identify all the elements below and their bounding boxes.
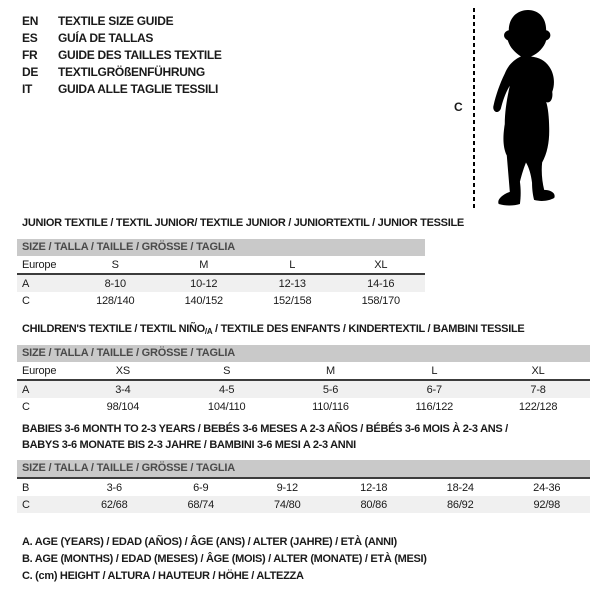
table-cell: 122/128 bbox=[518, 400, 558, 413]
section-title-children bbox=[22, 321, 524, 340]
table-cell: 10-12 bbox=[190, 277, 218, 290]
section-title-text: CHILDREN'S TEXTILE / TEXTIL NIÑO bbox=[22, 323, 205, 335]
language-code: FR bbox=[22, 47, 38, 62]
baby-figure bbox=[440, 0, 600, 215]
table-cell: 158/170 bbox=[361, 294, 400, 307]
language-label: GUÍA DE TALLAS bbox=[58, 30, 154, 45]
table-cell: 5-6 bbox=[322, 383, 339, 396]
language-row bbox=[22, 29, 222, 46]
table-row bbox=[17, 275, 425, 292]
section-title-subscript: /A bbox=[204, 327, 213, 336]
table-cell: 4-5 bbox=[219, 383, 235, 396]
language-label: GUIDE DES TAILLES TEXTILE bbox=[58, 47, 222, 62]
table-cell: 9-12 bbox=[276, 481, 298, 494]
table-cell: M bbox=[199, 258, 209, 271]
height-measure-dashed-line bbox=[473, 8, 475, 208]
section-title-line1: BABIES 3-6 MONTH TO 2-3 YEARS / BEBÉS 3-6 MESES A 2-3 AÑOS / BÉBÉS 3-6 MOIS À 2-3 ANS / bbox=[22, 423, 508, 435]
row-label: B bbox=[22, 481, 30, 494]
table-cell: 18-24 bbox=[446, 481, 474, 494]
footnote-legend bbox=[22, 536, 427, 587]
babies-size-table bbox=[17, 460, 590, 513]
language-label: TEXTILGRÖßENFÜHRUNG bbox=[58, 64, 205, 79]
section-title-line2: BABYS 3-6 MONATE BIS 2-3 JAHRE / BAMBINI 3-6 MESI A 2-3 ANNI bbox=[22, 439, 356, 451]
language-label: GUIDA ALLE TAGLIE TESSILI bbox=[58, 81, 219, 96]
section-title-junior: JUNIOR TEXTILE / TEXTIL JUNIOR/ TEXTILE JUNIOR / JUNIORTEXTIL / JUNIOR TESSILE bbox=[22, 217, 464, 229]
table-row bbox=[17, 292, 425, 309]
language-row bbox=[22, 46, 222, 63]
table-cell: 92/98 bbox=[533, 498, 561, 511]
row-label: A bbox=[22, 277, 30, 290]
language-code: IT bbox=[22, 81, 33, 96]
table-cell: 116/122 bbox=[415, 400, 454, 413]
table-cell: L bbox=[431, 364, 438, 377]
table-cell: 86/92 bbox=[446, 498, 474, 511]
row-label: C bbox=[22, 294, 30, 307]
table-row bbox=[17, 398, 590, 415]
table-cell: 8-10 bbox=[104, 277, 126, 290]
table-cell: 68/74 bbox=[187, 498, 215, 511]
table-cell: 104/110 bbox=[207, 400, 246, 413]
footnote-a: A. AGE (YEARS) / EDAD (AÑOS) / ÂGE (ANS) / ALTER (JAHRE) / ETÀ (ANNI) bbox=[22, 536, 397, 548]
table-row bbox=[17, 256, 425, 275]
language-code: EN bbox=[22, 13, 39, 28]
height-measure-label: C bbox=[454, 100, 463, 114]
row-label: C bbox=[22, 498, 30, 511]
table-cell: S bbox=[111, 258, 119, 271]
table-cell: 140/152 bbox=[184, 294, 223, 307]
size-header-bar: SIZE / TALLA / TAILLE / GRÖSSE / TAGLIA bbox=[17, 345, 590, 362]
table-cell: 62/68 bbox=[100, 498, 128, 511]
table-cell: XL bbox=[374, 258, 388, 271]
row-label: C bbox=[22, 400, 30, 413]
size-header-bar: SIZE / TALLA / TAILLE / GRÖSSE / TAGLIA bbox=[17, 460, 590, 479]
table-cell: 12-18 bbox=[360, 481, 388, 494]
footnote-c: C. (cm) HEIGHT / ALTURA / HAUTEUR / HÖHE / ALTEZZA bbox=[22, 570, 304, 582]
table-cell: 7-8 bbox=[530, 383, 546, 396]
language-row bbox=[22, 80, 222, 97]
table-cell: 98/104 bbox=[106, 400, 140, 413]
table-cell: 24-36 bbox=[533, 481, 561, 494]
language-code: ES bbox=[22, 30, 38, 45]
table-cell: S bbox=[223, 364, 231, 377]
row-label: Europe bbox=[22, 364, 57, 377]
row-label: Europe bbox=[22, 258, 57, 271]
table-cell: 12-13 bbox=[278, 277, 306, 290]
language-label: TEXTILE SIZE GUIDE bbox=[58, 13, 174, 28]
row-label: A bbox=[22, 383, 30, 396]
table-cell: 14-16 bbox=[367, 277, 395, 290]
language-list bbox=[22, 12, 222, 97]
language-row bbox=[22, 12, 222, 29]
table-cell: 128/140 bbox=[96, 294, 135, 307]
table-cell: L bbox=[289, 258, 296, 271]
section-title-babies bbox=[22, 421, 508, 453]
table-cell: 6-9 bbox=[193, 481, 209, 494]
table-row bbox=[17, 496, 590, 513]
size-header-bar: SIZE / TALLA / TAILLE / GRÖSSE / TAGLIA bbox=[17, 239, 425, 256]
table-cell: M bbox=[326, 364, 335, 377]
table-cell: 3-4 bbox=[115, 383, 131, 396]
table-cell: XS bbox=[115, 364, 131, 377]
table-cell: 3-6 bbox=[106, 481, 122, 494]
table-cell: XL bbox=[531, 364, 545, 377]
table-cell: 152/158 bbox=[273, 294, 312, 307]
junior-size-table bbox=[17, 239, 425, 309]
language-code: DE bbox=[22, 64, 39, 79]
language-row bbox=[22, 63, 222, 80]
table-cell: 110/116 bbox=[312, 400, 349, 413]
table-row bbox=[17, 381, 590, 398]
table-cell: 74/80 bbox=[273, 498, 301, 511]
table-cell: 80/86 bbox=[360, 498, 388, 511]
section-title-text: / TEXTILE DES ENFANTS / KINDERTEXTIL / BAMBINI TESSILE bbox=[212, 323, 525, 335]
table-row bbox=[17, 479, 590, 496]
children-size-table bbox=[17, 345, 590, 415]
footnote-b: B. AGE (MONTHS) / EDAD (MESES) / ÂGE (MOIS) / ALTER (MONATE) / ETÀ (MESI) bbox=[22, 553, 427, 565]
baby-silhouette-icon bbox=[482, 6, 574, 208]
table-cell: 6-7 bbox=[426, 383, 442, 396]
table-row bbox=[17, 362, 590, 381]
